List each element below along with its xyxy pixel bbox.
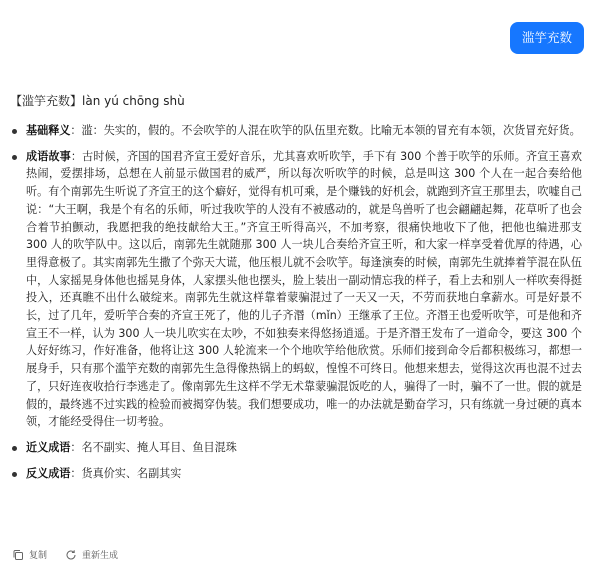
user-message-bubble: 滥竽充数 bbox=[510, 22, 584, 54]
refresh-icon bbox=[65, 549, 77, 561]
section-basic-meaning bbox=[10, 122, 582, 140]
section-text: 货真价实、名副其实 bbox=[81, 466, 182, 480]
section-text: 名不副实、掩人耳目、鱼目混珠 bbox=[81, 440, 237, 454]
section-story bbox=[10, 148, 582, 431]
regenerate-button[interactable] bbox=[65, 548, 118, 561]
section-label: 近义成语 bbox=[26, 440, 71, 454]
section-label: 基础释义 bbox=[26, 124, 71, 137]
answer-sections bbox=[10, 122, 582, 482]
section-synonyms bbox=[10, 439, 582, 457]
copy-icon bbox=[12, 549, 24, 561]
section-separator: ： bbox=[70, 440, 82, 454]
copy-label: 复制 bbox=[29, 551, 48, 561]
section-separator: ： bbox=[70, 149, 83, 163]
section-separator: ： bbox=[70, 124, 82, 137]
section-text: 古时候，齐国的国君齐宣王爱好音乐，尤其喜欢听吹竽，手下有 300 个善于吹竽的乐师。齐宣王喜欢热闹，爱摆排场，总想在人前显示做国君的威严，所以每次听吹竽的时候，总是叫这 300 个人在一起合奏给他听。有个南郭先生听说了齐宣王的这个癖好，觉得有机可乘，是个赚钱的好机会，就跑到齐宣王那里去，吹嘘自己说：“大王啊，我是个有名的乐师，听过我吹竽的人没有不被感动的，就是鸟兽听了也会翩翩起舞，花草听了也会合着节拍颤动，我愿把我的绝技献给大王。”齐宣王听得高兴，不加考察，很痛快地收下了他，把他也编进那支 300 人的吹竽队中。这以后，南郭先生就随那 300 人一块儿合奏给齐宣王听，和大家一样享受着优厚的待遇，心里得意极了。其实南郭先生撒了个弥天大谎，他压根儿就不会吹竽。每逢演奏的时候，南郭先生就捧着竽混在队伍中，人家摇晃身体他也摇晃身体，人家摆头他也摆头，脸上装出一副动情忘我的样子，看上去和别人一样吹奏得挺投入，还真瞧不出什么破绽来。南郭先生就这样靠着蒙骗混过了一天又一天，不劳而获地白拿薪水。可是好景不长，过了几年，爱听竽合奏的齐宣王死了，他的儿子齐湣（mǐn）王继承了王位。齐湣王也爱听吹竽，可是他和齐宣王不一样，认为 300 人一块儿吹实在太吵，不如独奏来得悠扬逍遥。于是齐湣王发布了一道命令，要这 300 个人好好练习，作好准备，他将让这 300 人轮流来一个个地吹竽给他欣赏。乐师们接到命令后都积极练习，都想一展身手，只有那个滥竽充数的南郭先生急得像热锅上的蚂蚁，惶惶不可终日。他想来想去，觉得这次再也混不过去了，只好连夜收拾行李逃走了。像南郭先生这样不学无术靠蒙骗混饭吃的人，骗得了一时，骗不了一世。假的就是假的，最终逃不过实践的检验而被揭穿伪装。我们想要成功，唯一的办法就是勤奋学习，只有练就一身过硬的真本领，才能经受得住一切考验。 bbox=[26, 149, 582, 429]
assistant-answer bbox=[10, 92, 582, 490]
section-label: 成语故事 bbox=[26, 149, 71, 163]
section-antonyms bbox=[10, 465, 582, 483]
idiom-heading: 【滥竽充数】làn yú chōng shù bbox=[10, 94, 185, 108]
section-separator: ： bbox=[70, 466, 82, 480]
regenerate-label: 重新生成 bbox=[82, 551, 119, 561]
copy-button[interactable] bbox=[12, 548, 47, 561]
section-text: 滥：失实的，假的。不会吹竽的人混在吹竽的队伍里充数。比喻无本领的冒充有本领，次货冒充好货。 bbox=[81, 124, 581, 137]
answer-actions bbox=[12, 548, 118, 561]
section-label: 反义成语 bbox=[26, 466, 71, 480]
